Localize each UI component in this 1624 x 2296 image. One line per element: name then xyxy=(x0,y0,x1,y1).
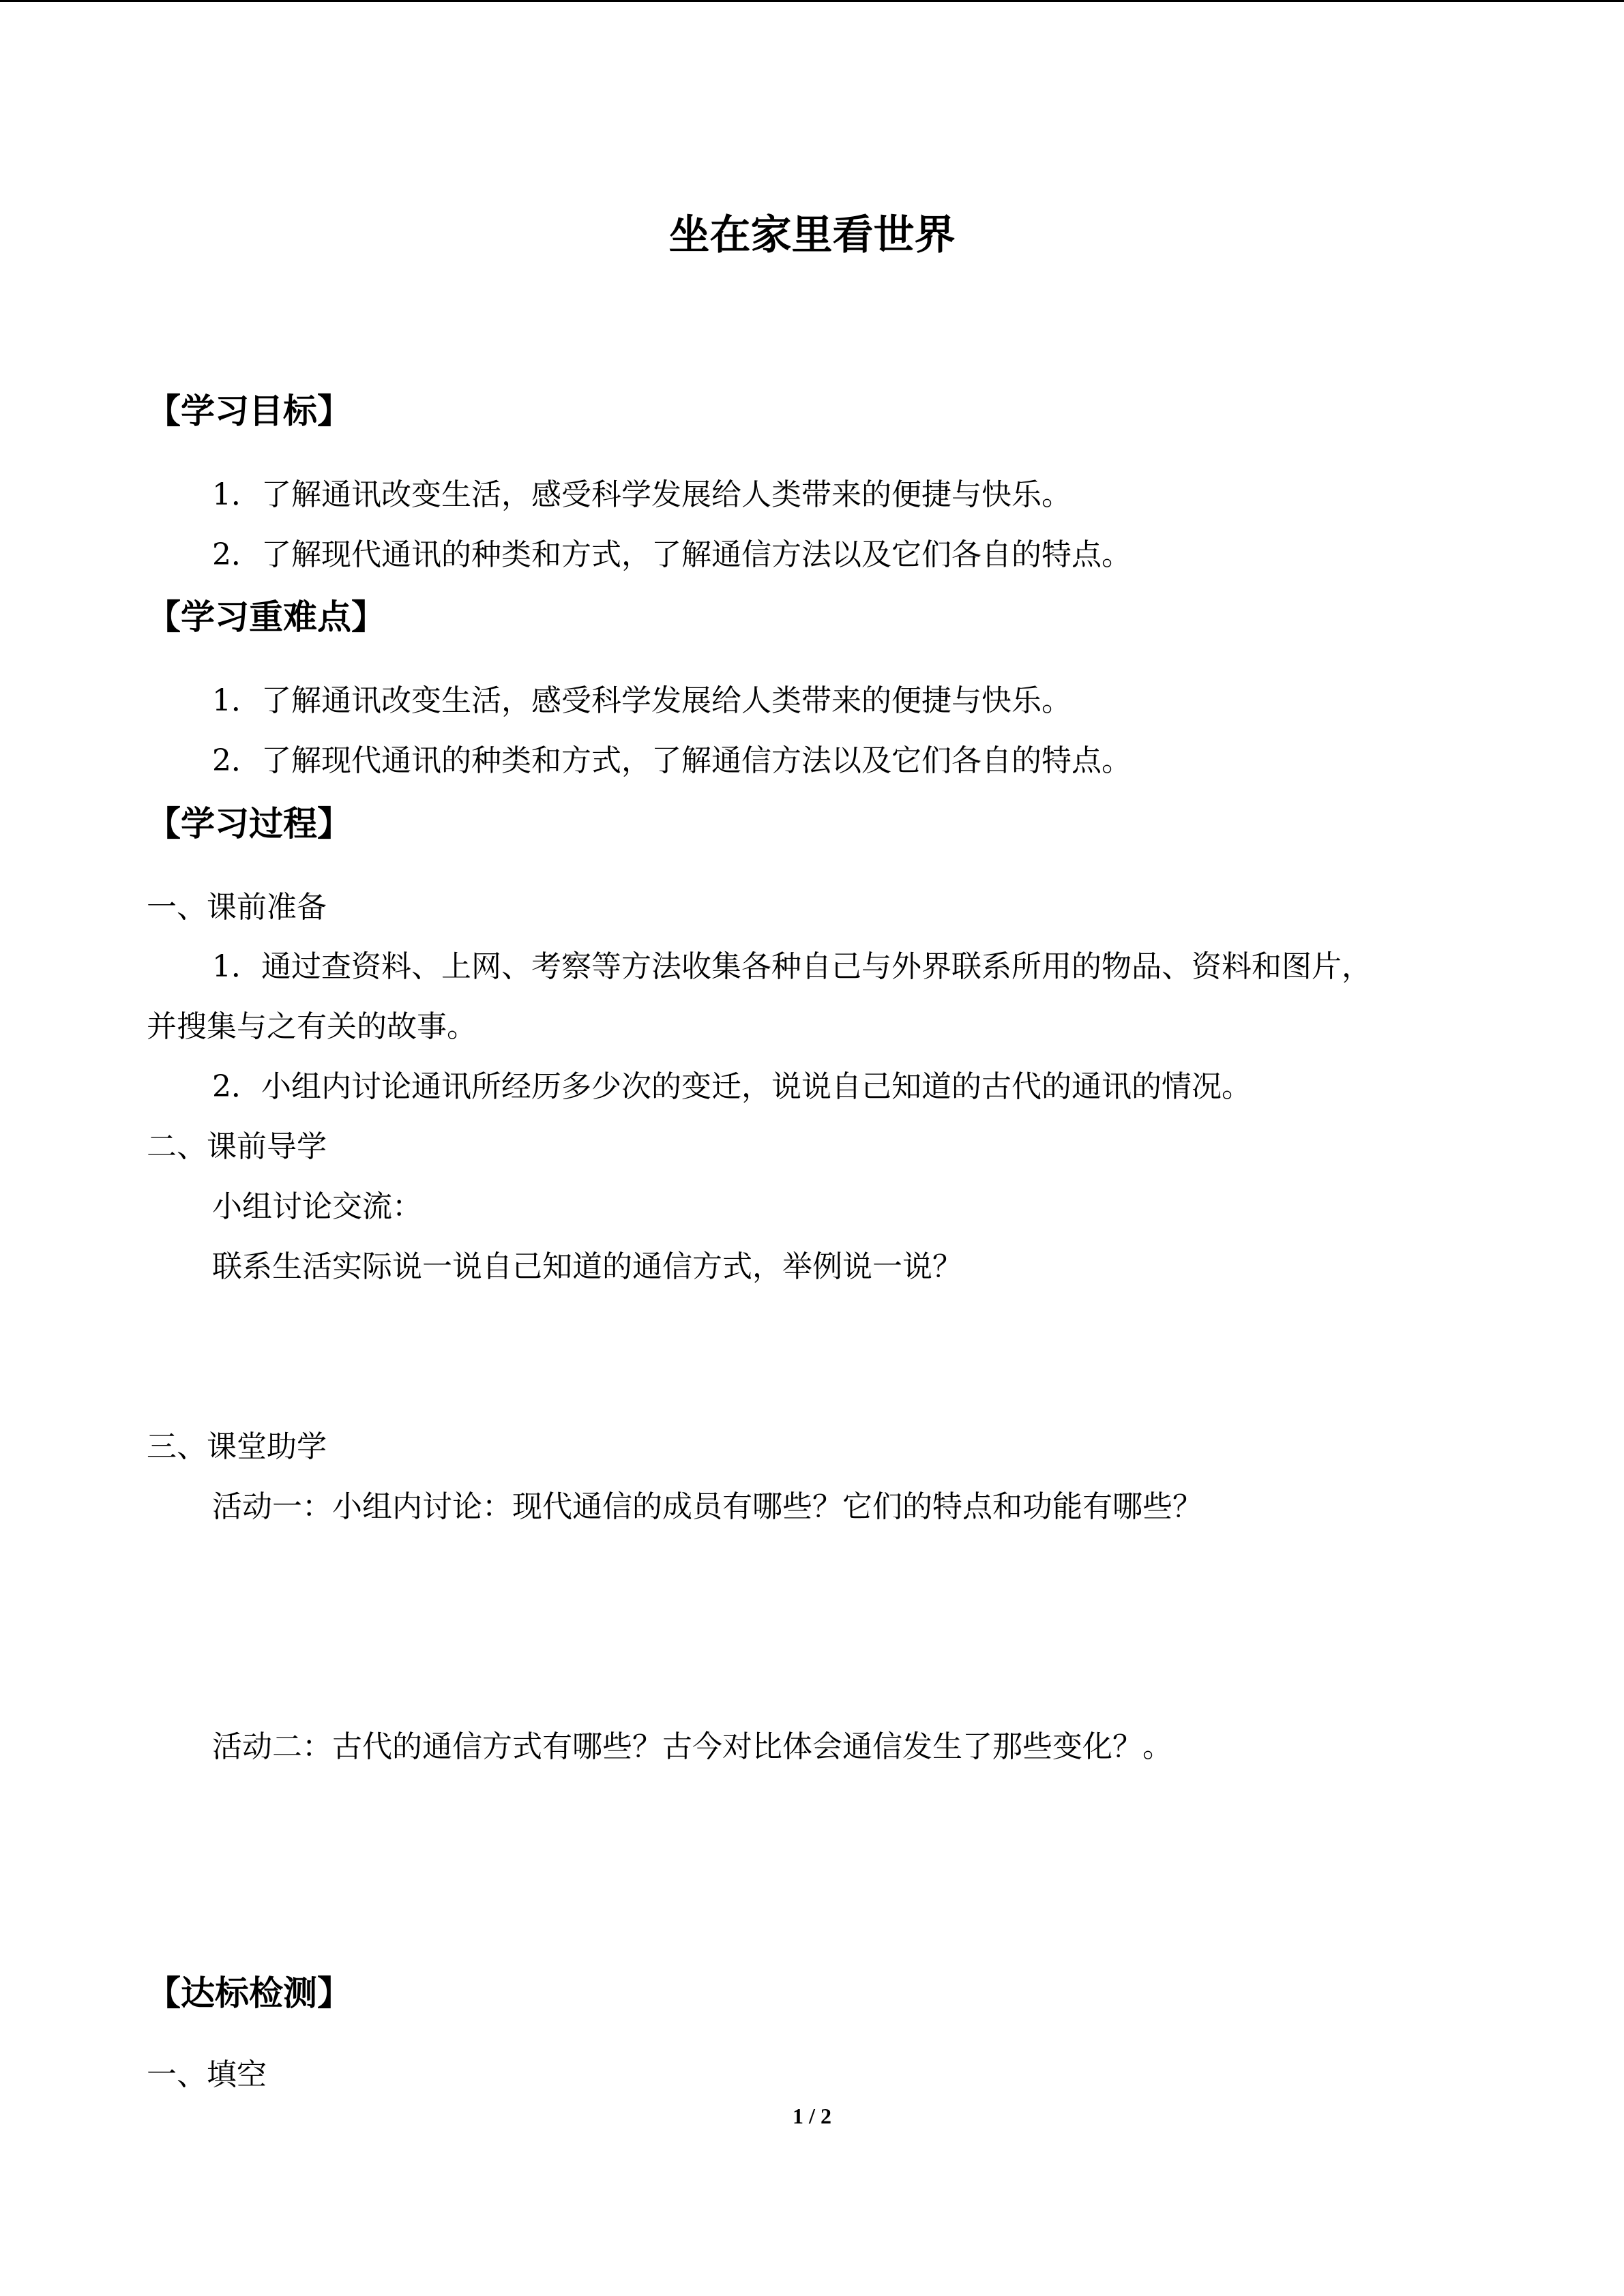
part2-line2: 联系生活实际说一说自己知道的通信方式，举例说一说？ xyxy=(212,1249,962,1284)
part2-line1: 小组讨论交流： xyxy=(212,1189,422,1224)
objective-item-2: 2．了解现代通讯的种类和方式，了解通信方法以及它们各自的特点。 xyxy=(212,537,1132,572)
heading-key-points: 【学习重难点】 xyxy=(147,597,385,637)
top-border-rule xyxy=(0,0,1624,2)
part3-title: 三、课堂助学 xyxy=(147,1429,327,1464)
key-point-item-2: 2．了解现代通讯的种类和方式，了解通信方法以及它们各自的特点。 xyxy=(212,743,1132,778)
part1-item1-line2: 并搜集与之有关的故事。 xyxy=(147,1009,477,1044)
part1-item2: 2．小组内讨论通讯所经历多少次的变迁，说说自己知道的古代的通讯的情况。 xyxy=(212,1069,1252,1104)
part1-title: 一、课前准备 xyxy=(147,890,327,925)
objective-item-1: 1．了解通讯改变生活，感受科学发展给人类带来的便捷与快乐。 xyxy=(212,477,1072,512)
page-title: 坐在家里看世界 xyxy=(668,211,956,259)
page-number: 1 / 2 xyxy=(793,2104,831,2128)
part2-title: 二、课前导学 xyxy=(147,1129,327,1164)
part3-activity1: 活动一：小组内讨论：现代通信的成员有哪些？它们的特点和功能有哪些？ xyxy=(212,1489,1202,1524)
heading-assessment: 【达标检测】 xyxy=(147,1973,351,2013)
part3-activity2: 活动二：古代的通信方式有哪些？古今对比体会通信发生了那些变化？。 xyxy=(212,1729,1172,1764)
heading-objectives: 【学习目标】 xyxy=(147,391,351,431)
heading-process: 【学习过程】 xyxy=(147,804,351,844)
assessment-part1-title: 一、填空 xyxy=(147,2057,267,2092)
key-point-item-1: 1．了解通讯改变生活，感受科学发展给人类带来的便捷与快乐。 xyxy=(212,683,1072,718)
part1-item1-line1: 1．通过查资料、上网、考察等方法收集各种自己与外界联系所用的物品、资料和图片， xyxy=(212,949,1372,984)
